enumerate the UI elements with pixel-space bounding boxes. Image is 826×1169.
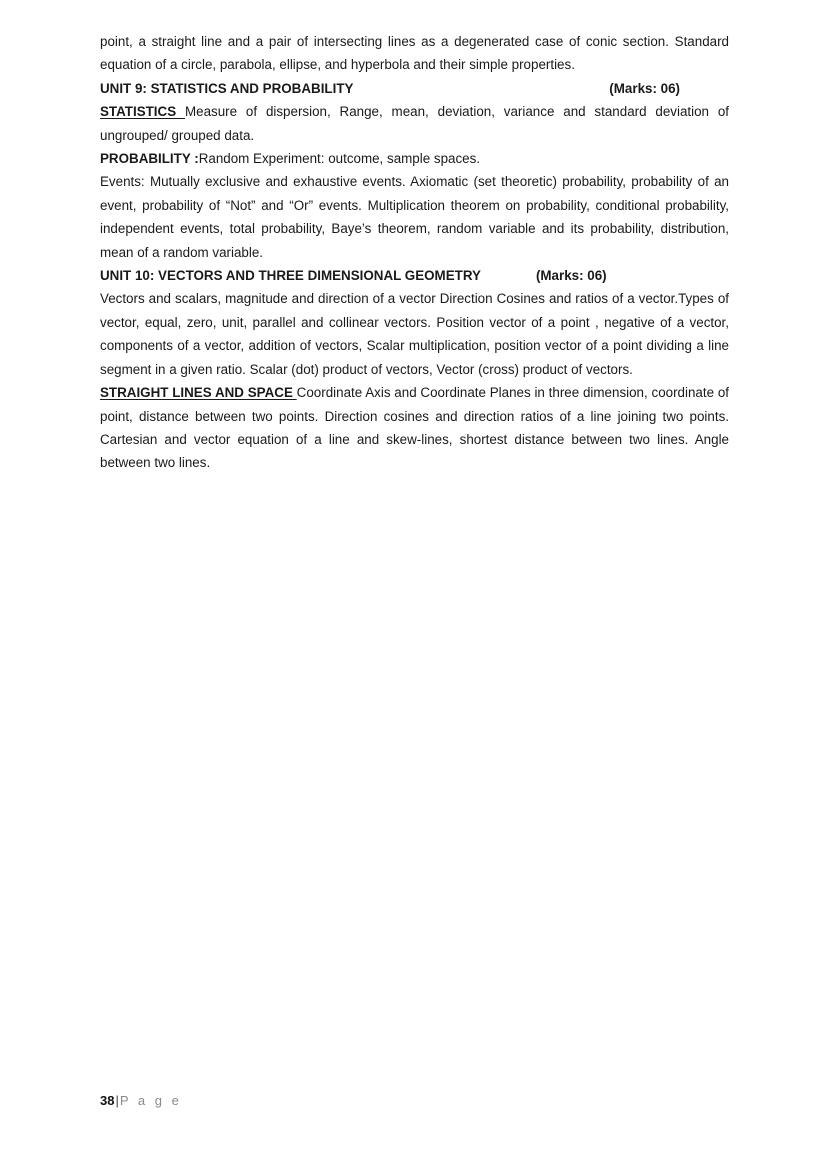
unit-9-heading: [100, 77, 729, 100]
straight-lines-label: STRAIGHT LINES AND SPACE: [100, 385, 297, 401]
page-word: P a g e: [119, 1093, 182, 1108]
page-content: [100, 30, 729, 475]
unit-10-title: UNIT 10: VECTORS AND THREE DIMENSIONAL GEOMETRY: [100, 268, 481, 284]
probability-paragraph: [100, 147, 729, 170]
conic-section-paragraph: point, a straight line and a pair of intersecting lines as a degenerated case of conic section. Standard equation of a circle, parabola, ellipse, and hyperbola and their simple properties.: [100, 34, 729, 73]
probability-label: PROBABILITY :: [100, 151, 199, 167]
footer-separator: |: [115, 1093, 119, 1108]
statistics-paragraph: [100, 100, 729, 147]
page-footer: [100, 1093, 182, 1108]
straight-lines-paragraph: [100, 381, 729, 475]
statistics-text: Measure of dispersion, Range, mean, deviation, variance and standard deviation of ungrouped/ grouped data.: [100, 104, 729, 143]
probability-text: Random Experiment: outcome, sample spaces.: [198, 151, 481, 167]
straight-lines-text: Coordinate Axis and Coordinate Planes in three dimension, coordinate of point, distance between two points. Direction cosines and direction ratios of a line joining two points. Cartesian and vector equation of a line and skew-lines, shortest distance between two lines. Angle between two lines.: [100, 385, 729, 471]
statistics-label: STATISTICS: [100, 104, 185, 120]
events-paragraph: Events: Mutually exclusive and exhaustive events. Axiomatic (set theoretic) probability, probability of an event, probability of “Not” and “Or” events. Multiplication theorem on probability, conditional probability, independent events, total probability, Baye’s theorem, random variable and its probability, distribution, mean of a random variable.: [100, 174, 729, 260]
unit-10-marks: (Marks: 06): [535, 268, 607, 284]
unit-9-marks: (Marks: 06): [609, 80, 680, 96]
vectors-paragraph: Vectors and scalars, magnitude and direction of a vector Direction Cosines and ratios of a vector.Types of vector, equal, zero, unit, parallel and collinear vectors. Position vector of a point , negative of a vector, components of a vector, addition of vectors, Scalar multiplication, position vector of a point dividing a line segment in a given ratio. Scalar (dot) product of vectors, Vector (cross) product of vectors.: [100, 291, 729, 377]
page-number: 38: [100, 1093, 115, 1108]
unit-9-title: UNIT 9: STATISTICS AND PROBABILITY: [100, 80, 354, 96]
unit-10-heading: [100, 264, 729, 287]
